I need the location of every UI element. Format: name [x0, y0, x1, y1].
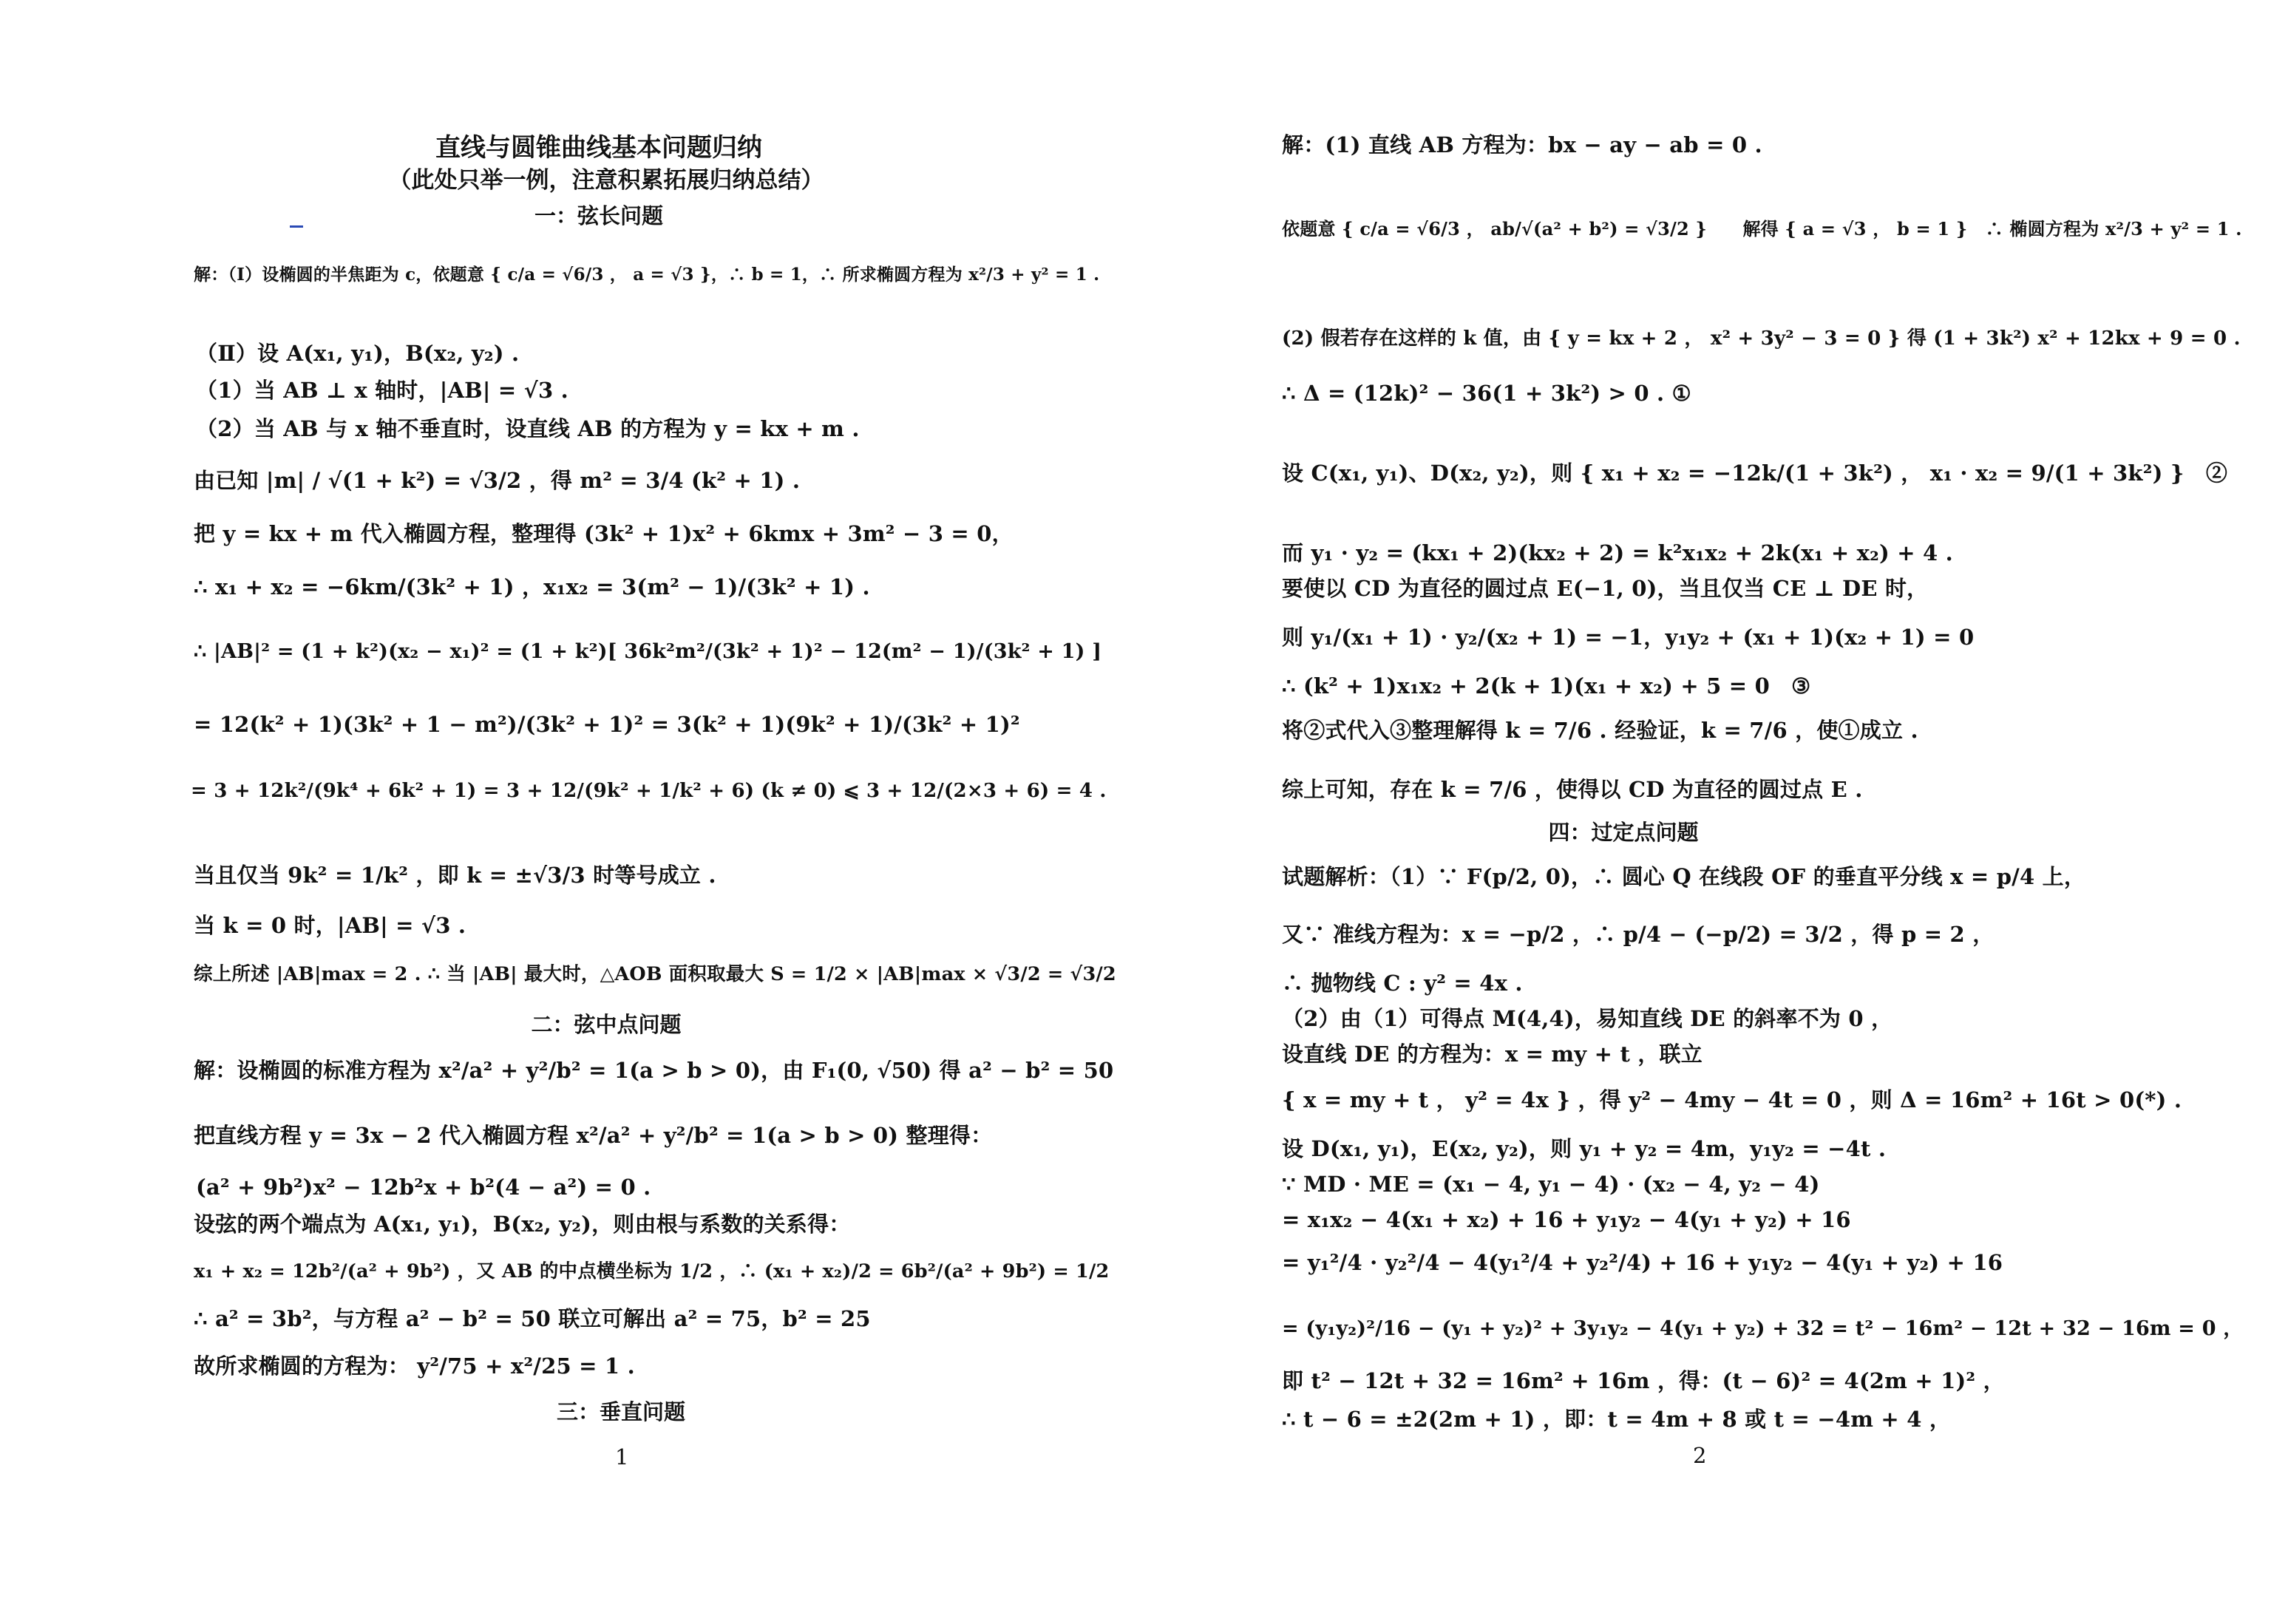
- text-line: (a² + 9b²)x² − 12b²x + b²(4 − a²) = 0 .: [196, 1175, 651, 1200]
- text-line: ∴ t − 6 = ±2(2m + 1) ，即：t = 4m + 8 或 t = −4m + 4 ，: [1282, 1407, 1952, 1432]
- text-line: 设 D(x₁, y₁)，E(x₂, y₂)，则 y₁ + y₂ = 4m，y₁y₂ = −4t .: [1282, 1136, 1887, 1161]
- section-heading-4: 四：过定点问题: [1548, 820, 1699, 845]
- text-line: 综上可知，存在 k = 7/6 ，使得以 CD 为直径的圆过点 E .: [1282, 777, 1863, 802]
- text-line: (2) 假若存在这样的 k 值，由 { y = kx + 2 ， x² + 3y² − 3 = 0 } 得 (1 + 3k²) x² + 12kx + 9 = 0 .: [1282, 327, 2241, 350]
- text-line: 要使以 CD 为直径的圆过点 E(−1, 0)，当且仅当 CE ⊥ DE 时，: [1282, 576, 1929, 601]
- page-number: 1: [615, 1444, 629, 1470]
- text-line: （Ⅱ）设 A(x₁, y₁)，B(x₂, y₂) .: [196, 341, 520, 366]
- text-line: = 12(k² + 1)(3k² + 1 − m²)/(3k² + 1)² = 3(k² + 1)(9k² + 1)/(3k² + 1)²: [194, 712, 1020, 737]
- text-line: { x = my + t ， y² = 4x } ，得 y² − 4my − 4t = 0 ，则 Δ = 16m² + 16t > 0(*) .: [1282, 1087, 2182, 1112]
- text-line: 将②式代入③整理解得 k = 7/6 . 经验证，k = 7/6 ，使①成立 .: [1282, 718, 1918, 743]
- text-line: （1）当 AB ⊥ x 轴时，|AB| = √3 .: [196, 378, 568, 403]
- text-line: 综上所述 |AB|max = 2 . ∴ 当 |AB| 最大时，△AOB 面积取最大 S = 1/2 × |AB|max × √3/2 = √3/2: [194, 963, 1116, 985]
- page-title: 直线与圆锥曲线基本问题归纳: [435, 133, 762, 163]
- text-line: ∵ MD · ME = (x₁ − 4, y₁ − 4) · (x₂ − 4, y₂ − 4): [1282, 1172, 1820, 1197]
- text-line: ∴ Δ = (12k)² − 36(1 + 3k²) > 0 . ①: [1282, 381, 1691, 406]
- text-line: = x₁x₂ − 4(x₁ + x₂) + 16 + y₁y₂ − 4(y₁ + y₂) + 16: [1282, 1207, 1851, 1232]
- text-line: 解：设椭圆的标准方程为 x²/a² + y²/b² = 1(a > b > 0)，由 F₁(0, √50) 得 a² − b² = 50: [194, 1058, 1114, 1083]
- text-line: 当且仅当 9k² = 1/k² ，即 k = ±√3/3 时等号成立 .: [194, 863, 716, 888]
- page-subtitle: （此处只举一例，注意积累拓展归纳总结）: [388, 167, 824, 194]
- text-line: 设直线 DE 的方程为：x = my + t ，联立: [1282, 1042, 1703, 1067]
- text-line: 解：（Ⅰ）设椭圆的半焦距为 c，依题意 { c/a = √6/3 ， a = √3 }，∴ b = 1，∴ 所求椭圆方程为 x²/3 + y² = 1 .: [194, 265, 1100, 285]
- text-line: 则 y₁/(x₁ + 1) · y₂/(x₂ + 1) = −1，y₁y₂ + (x₁ + 1)(x₂ + 1) = 0: [1282, 625, 1975, 650]
- text-line: x₁ + x₂ = 12b²/(a² + 9b²) ，又 AB 的中点横坐标为 1/2 ，∴ (x₁ + x₂)/2 = 6b²/(a² + 9b²) = 1/2: [194, 1260, 1110, 1282]
- right-page: [1136, 0, 2271, 1624]
- text-line: = (y₁y₂)²/16 − (y₁ + y₂)² + 3y₁y₂ − 4(y₁ + y₂) + 32 = t² − 16m² − 12t + 32 − 16m = 0 ，: [1282, 1317, 2244, 1340]
- text-line: ∴ |AB|² = (1 + k²)(x₂ − x₁)² = (1 + k²)[ 36k²m²/(3k² + 1)² − 12(m² − 1)/(3k² + 1) ]: [194, 640, 1102, 663]
- text-line: ∴ x₁ + x₂ = −6km/(3k² + 1) ，x₁x₂ = 3(m² − 1)/(3k² + 1) .: [194, 574, 870, 599]
- text-line: 设弦的两个端点为 A(x₁, y₁)，B(x₂, y₂)，则由根与系数的关系得：: [194, 1212, 851, 1237]
- text-line: （2）由（1）可得点 M(4,4)，易知直线 DE 的斜率不为 0 ，: [1282, 1006, 1893, 1031]
- text-line: 把 y = kx + m 代入椭圆方程，整理得 (3k² + 1)x² + 6kmx + 3m² − 3 = 0，: [194, 521, 1014, 546]
- section-heading-2: 二：弦中点问题: [531, 1012, 682, 1037]
- text-line: 当 k = 0 时，|AB| = √3 .: [194, 913, 466, 938]
- text-line: 故所求椭圆的方程为： y²/75 + x²/25 = 1 .: [194, 1353, 635, 1379]
- pen-mark: [290, 225, 303, 228]
- text-line: = y₁²/4 · y₂²/4 − 4(y₁²/4 + y₂²/4) + 16 + y₁y₂ − 4(y₁ + y₂) + 16: [1282, 1250, 2003, 1275]
- text-line: ∴ a² = 3b²，与方程 a² − b² = 50 联立可解出 a² = 75，b² = 25: [194, 1306, 871, 1331]
- text-line: 依题意 { c/a = √6/3 ， ab/√(a² + b²) = √3/2 } 解得 { a = √3 ， b = 1 } ∴ 椭圆方程为 x²/3 + y² = 1 .: [1282, 218, 2242, 239]
- text-line: 而 y₁ · y₂ = (kx₁ + 2)(kx₂ + 2) = k²x₁x₂ + 2k(x₁ + x₂) + 4 .: [1282, 540, 1953, 565]
- text-line: 由已知 |m| / √(1 + k²) = √3/2 ，得 m² = 3/4 (k² + 1) .: [194, 468, 801, 493]
- text-line: ∴ (k² + 1)x₁x₂ + 2(k + 1)(x₁ + x₂) + 5 = 0 ③: [1282, 673, 1811, 699]
- text-line: 试题解析：（1）∵ F(p/2, 0)，∴ 圆心 Q 在线段 OF 的垂直平分线 x = p/4 上，: [1282, 864, 2086, 889]
- section-heading-3: 三：垂直问题: [556, 1399, 685, 1424]
- text-line: ∴ 抛物线 C : y² = 4x .: [1282, 971, 1523, 996]
- text-line: 把直线方程 y = 3x − 2 代入椭圆方程 x²/a² + y²/b² = 1(a > b > 0) 整理得：: [194, 1123, 993, 1148]
- text-line: = 3 + 12k²/(9k⁴ + 6k² + 1) = 3 + 12/(9k² + 1/k² + 6) (k ≠ 0) ⩽ 3 + 12/(2×3 + 6) = 4 .: [191, 780, 1107, 802]
- text-line: 即 t² − 12t + 32 = 16m² + 16m ，得：(t − 6)² = 4(2m + 1)² ，: [1282, 1368, 2005, 1393]
- text-line: （2）当 AB 与 x 轴不垂直时，设直线 AB 的方程为 y = kx + m .: [196, 416, 860, 441]
- section-heading-1: 一：弦长问题: [534, 203, 663, 228]
- page-number: 2: [1693, 1443, 1707, 1468]
- text-line: 设 C(x₁, y₁)、D(x₂, y₂)，则 { x₁ + x₂ = −12k/(1 + 3k²) ， x₁ · x₂ = 9/(1 + 3k²) } ②: [1282, 461, 2228, 486]
- text-line: 解：(1) 直线 AB 方程为：bx − ay − ab = 0 .: [1282, 132, 1762, 157]
- text-line: 又∵ 准线方程为：x = −p/2 ，∴ p/4 − (−p/2) = 3/2 ，得 p = 2 ，: [1282, 922, 1995, 947]
